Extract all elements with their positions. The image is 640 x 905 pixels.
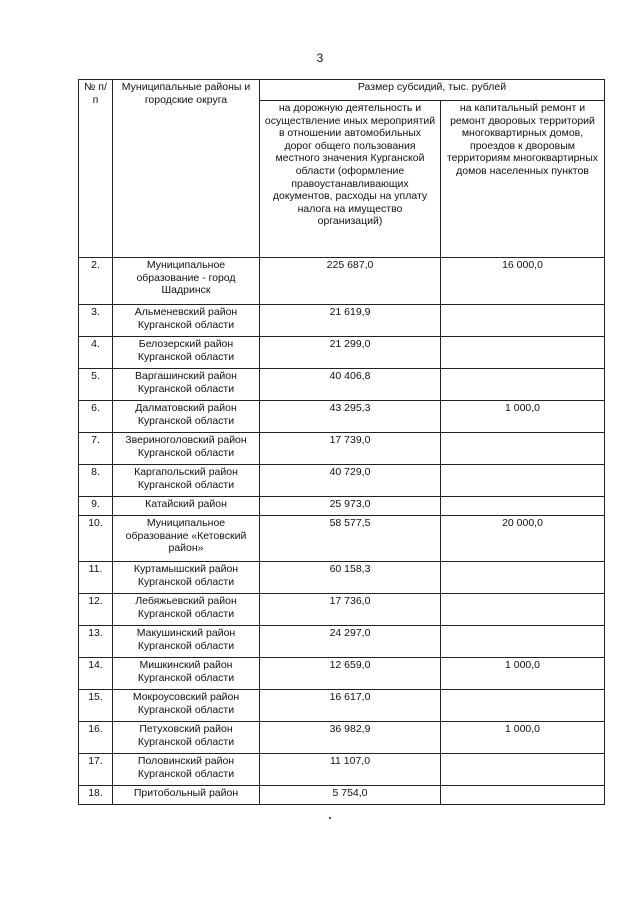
table-body — [79, 258, 605, 805]
row-name: Белозерский район Курганской области — [113, 337, 260, 369]
row-road-value: 40 406,8 — [260, 369, 441, 401]
row-road-value: 25 973,0 — [260, 497, 441, 516]
row-num: 2. — [79, 258, 113, 305]
table-row — [79, 658, 605, 690]
row-road-value: 60 158,3 — [260, 562, 441, 594]
row-repair-value: 16 000,0 — [441, 258, 605, 305]
row-repair-value — [441, 690, 605, 722]
row-repair-value — [441, 337, 605, 369]
row-num: 16. — [79, 722, 113, 754]
row-name: Альменевский район Курганской области — [113, 305, 260, 337]
table-row — [79, 433, 605, 465]
row-repair-value — [441, 754, 605, 786]
row-num: 13. — [79, 626, 113, 658]
table-row — [79, 337, 605, 369]
row-road-value: 225 687,0 — [260, 258, 441, 305]
row-name: Варгашинский район Курганской области — [113, 369, 260, 401]
page-number: 3 — [316, 51, 324, 65]
scan-artifact — [329, 817, 331, 819]
row-road-value: 43 295,3 — [260, 401, 441, 433]
row-name: Звериноголовский район Курганской области — [113, 433, 260, 465]
row-repair-value: 1 000,0 — [441, 401, 605, 433]
header-repair: на капитальный ремонт и ремонт дворовых территорий многоквартирных домов, проездов к дворовым территориям многоквартирных домов населенных пунктов — [441, 101, 605, 258]
row-road-value: 17 736,0 — [260, 594, 441, 626]
table-row — [79, 305, 605, 337]
row-num: 4. — [79, 337, 113, 369]
row-name: Мишкинский район Курганской области — [113, 658, 260, 690]
row-repair-value — [441, 562, 605, 594]
row-road-value: 21 299,0 — [260, 337, 441, 369]
table-row — [79, 690, 605, 722]
row-repair-value — [441, 497, 605, 516]
row-repair-value — [441, 305, 605, 337]
row-name: Петуховский район Курганской области — [113, 722, 260, 754]
table-row — [79, 786, 605, 805]
row-repair-value: 20 000,0 — [441, 516, 605, 562]
row-name: Мокроусовский район Курганской области — [113, 690, 260, 722]
row-num: 3. — [79, 305, 113, 337]
row-num: 6. — [79, 401, 113, 433]
table-row — [79, 258, 605, 305]
row-num: 5. — [79, 369, 113, 401]
table-row — [79, 516, 605, 562]
row-num: 10. — [79, 516, 113, 562]
header-num: № п/п — [79, 80, 113, 258]
row-road-value: 24 297,0 — [260, 626, 441, 658]
table-row — [79, 626, 605, 658]
row-name: Муниципальное образование - город Шадринск — [113, 258, 260, 305]
row-repair-value — [441, 433, 605, 465]
row-name: Катайский район — [113, 497, 260, 516]
row-road-value: 11 107,0 — [260, 754, 441, 786]
row-num: 18. — [79, 786, 113, 805]
table-row — [79, 497, 605, 516]
row-road-value: 58 577,5 — [260, 516, 441, 562]
row-name: Муниципальное образование «Кетовский район» — [113, 516, 260, 562]
table-row — [79, 401, 605, 433]
row-road-value: 5 754,0 — [260, 786, 441, 805]
row-num: 7. — [79, 433, 113, 465]
header-road: на дорожную деятельность и осуществление иных мероприятий в отношении автомобильных дорог общего пользования местного значения Курганской области (оформление правоустанавливающих документов, расходы на уплату налога на имущество организаций) — [260, 101, 441, 258]
row-num: 12. — [79, 594, 113, 626]
table-header — [79, 80, 605, 258]
row-repair-value — [441, 786, 605, 805]
row-name: Макушинский район Курганской области — [113, 626, 260, 658]
header-subsidy: Размер субсидий, тыс. рублей — [260, 80, 605, 101]
table-row — [79, 754, 605, 786]
row-repair-value — [441, 594, 605, 626]
row-road-value: 16 617,0 — [260, 690, 441, 722]
table-row — [79, 465, 605, 497]
row-road-value: 17 739,0 — [260, 433, 441, 465]
row-name: Лебяжьевский район Курганской области — [113, 594, 260, 626]
table-row — [79, 369, 605, 401]
table-row — [79, 722, 605, 754]
row-name: Притобольный район — [113, 786, 260, 805]
row-name: Половинский район Курганской области — [113, 754, 260, 786]
table-row — [79, 594, 605, 626]
subsidy-table — [78, 79, 605, 805]
row-repair-value: 1 000,0 — [441, 658, 605, 690]
row-road-value: 40 729,0 — [260, 465, 441, 497]
row-num: 14. — [79, 658, 113, 690]
row-repair-value — [441, 369, 605, 401]
row-road-value: 12 659,0 — [260, 658, 441, 690]
row-name: Каргапольский район Курганской области — [113, 465, 260, 497]
row-road-value: 21 619,9 — [260, 305, 441, 337]
table-row — [79, 562, 605, 594]
row-name: Далматовский район Курганской области — [113, 401, 260, 433]
row-name: Куртамышский район Курганской области — [113, 562, 260, 594]
row-num: 8. — [79, 465, 113, 497]
row-road-value: 36 982,9 — [260, 722, 441, 754]
header-name: Муниципальные районы и городские округа — [113, 80, 260, 258]
row-num: 17. — [79, 754, 113, 786]
row-repair-value — [441, 465, 605, 497]
row-num: 11. — [79, 562, 113, 594]
row-repair-value: 1 000,0 — [441, 722, 605, 754]
row-num: 9. — [79, 497, 113, 516]
row-repair-value — [441, 626, 605, 658]
row-num: 15. — [79, 690, 113, 722]
